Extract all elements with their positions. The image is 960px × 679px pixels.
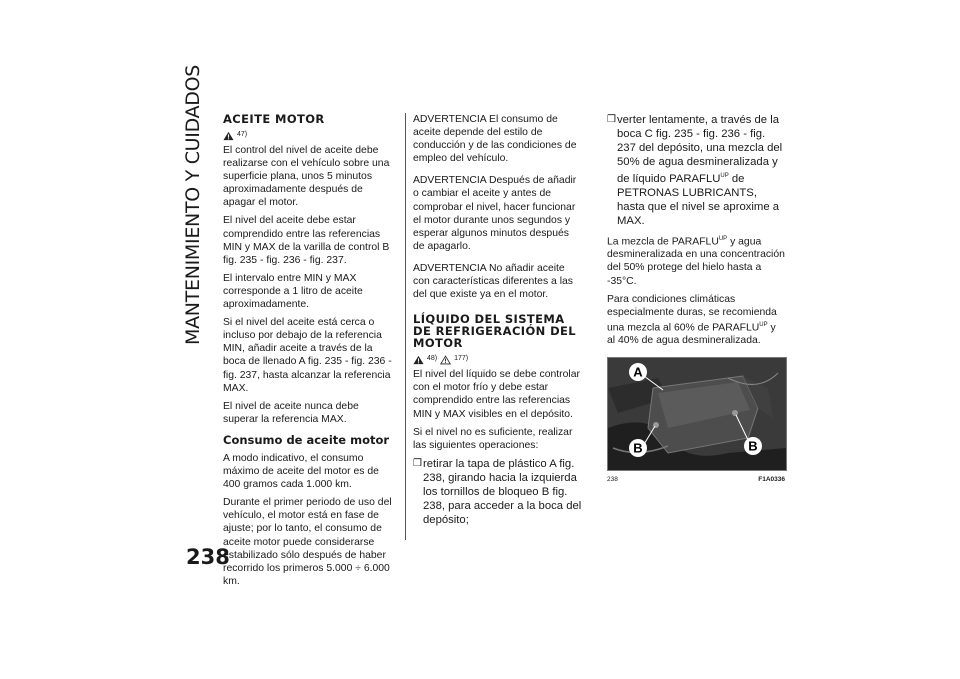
paragraph: El nivel de aceite nunca debe superar la referencia MAX.: [223, 400, 359, 425]
advertencia-paragraph: ADVERTENCIA Después de añadir o cambiar el aceite y antes de comprobar el nivel, hacer funcionar el motor durante unos segundos y esperar algunos minutos después de apagarlo.: [413, 175, 577, 252]
side-section-title: MANTENIMIENTO Y CUIDADOS: [182, 64, 204, 345]
caution-triangle-icon: [440, 355, 451, 365]
paragraph: El nivel del aceite debe estar comprendido entre las referencias MIN y MAX de la varilla de control B fig. 235 - fig. 236 - fig. 237.: [223, 215, 390, 266]
paragraph: El nivel del líquido se debe controlar con el motor frío y debe estar comprendido entre las referencias MIN y MAX visibles en el depósito.: [413, 369, 580, 420]
subheading-consumo: Consumo de aceite motor: [223, 432, 390, 447]
column-divider: [405, 113, 406, 540]
bullet-box-icon: ❒: [607, 114, 616, 125]
page-number: 238: [186, 545, 230, 569]
advertencia-paragraph: ADVERTENCIA El consumo de aceite depende del estilo de conducción y de las condiciones de empleo del vehículo.: [413, 114, 577, 165]
figure-code: F1A0336: [758, 476, 785, 484]
warning-triangle-icon: [223, 131, 234, 141]
warning-reference: [413, 350, 583, 365]
paragraph: Para condiciones climáticas especialmente duras, se recomienda una mezcla al 60% de $PARAFLU^{UP}$ y al 40% de agua desmineralizada.: [607, 293, 777, 347]
paragraph: El control del nivel de aceite debe realizarse con el vehículo sobre una superficie plana, unos 5 minutos aproximadamente después de apagar el motor.: [223, 145, 390, 209]
advertencia-paragraph: ADVERTENCIA No añadir aceite con características diferentes a las del que existe ya en el motor.: [413, 262, 573, 301]
column-2: [413, 113, 583, 532]
column-3: [607, 113, 785, 487]
paragraph: A modo indicativo, el consumo máximo de aceite del motor es de 400 gramos cada 1.000 km.: [223, 452, 379, 491]
paragraph: Si el nivel del aceite está cerca o incluso por debajo de la referencia MIN, añadir aceite a través de la boca de llenado A fig. 235 - fig. 236 - fig. 237, hasta alcanzar la referencia MAX.: [223, 317, 392, 394]
column-1: [223, 113, 393, 593]
bullet-text: retirar la tapa de plástico A fig. 238, girando hacia la izquierda los tornillos de bloqueo B fig. 238, para acceder a la boca del depósito;: [423, 457, 582, 526]
paragraph: Si el nivel no es suficiente, realizar las siguientes operaciones:: [413, 426, 573, 451]
figure-label-b: B: [748, 438, 758, 454]
figure-number: 238: [607, 476, 618, 484]
warning-reference: [223, 126, 393, 141]
warning-triangle-icon: [413, 355, 424, 365]
engine-bay-illustration: [608, 358, 786, 470]
figure-label-a: A: [633, 364, 643, 380]
figure-label-b: B: [633, 440, 643, 456]
warning-ref-number: 177): [454, 355, 469, 363]
bullet-box-icon: ❒: [413, 457, 422, 469]
bullet-text: verter lentamente, a través de la boca C fig. 235 - fig. 236 - fig. 237 del depósito, una mezcla del 50% de agua desmineralizada y de líquido $PARAFLU^{UP}$ de PETRONAS LUBRICANTS, hasta que el nivel se aproxime a MAX.: [617, 114, 783, 227]
warning-ref-number: 48): [427, 355, 438, 363]
section-heading-aceite-motor: ACEITE MOTOR: [223, 112, 325, 126]
figure-238-image: [607, 357, 787, 471]
section-heading-liquido-refrigeracion: LÍQUIDO DEL SISTEMA DE REFRIGERACIÓN DEL MOTOR: [413, 312, 577, 351]
paragraph: El intervalo entre MIN y MAX corresponde a 1 litro de aceite aproximadamente.: [223, 272, 363, 311]
figure-caption: [607, 473, 785, 486]
bullet-item: [413, 457, 583, 527]
paragraph: Durante el primer periodo de uso del vehículo, el motor está en fase de ajuste; por lo tanto, el consumo de aceite motor puede considerarse estabilizado sólo después de haber recorrido los primeros 5.000 ÷ 6.000 km.: [223, 497, 392, 587]
paragraph: La mezcla de $PARAFLU^{UP}$ y agua desmineralizada en una concentración del 50% protege del hielo hasta a -35°C.: [607, 235, 785, 287]
warning-ref-number: 47): [237, 130, 248, 138]
bullet-item: [607, 113, 785, 228]
